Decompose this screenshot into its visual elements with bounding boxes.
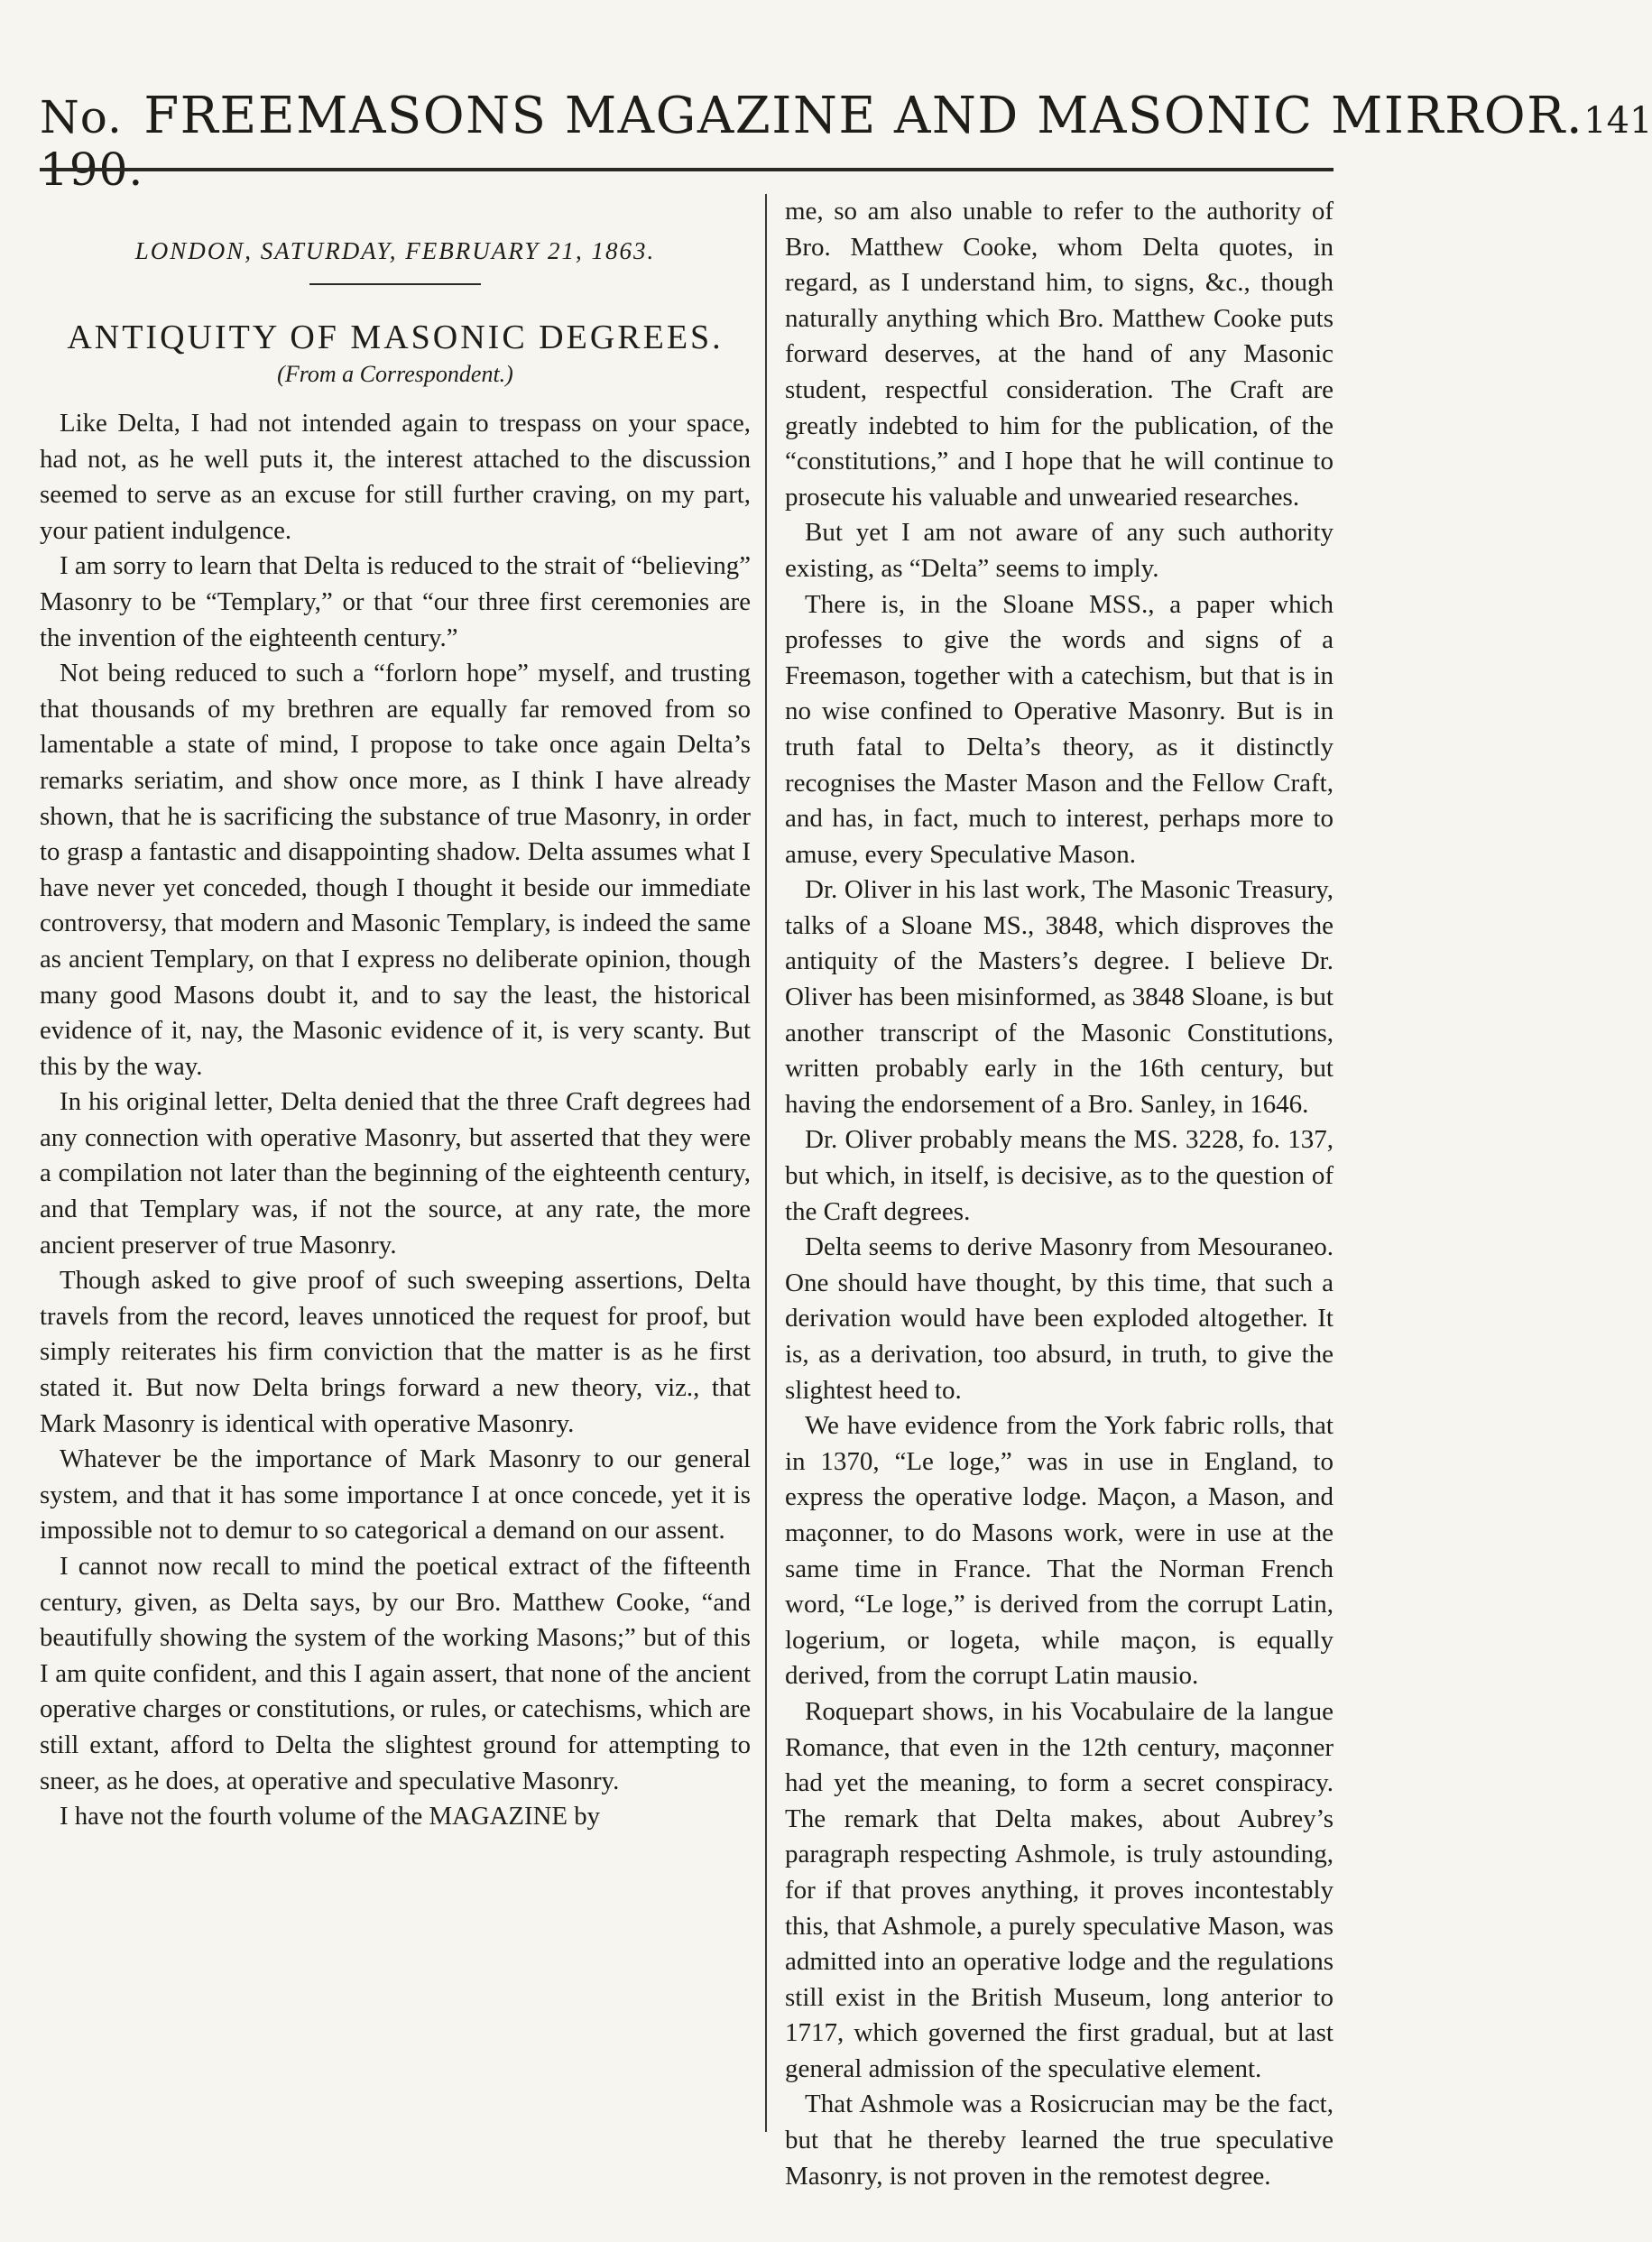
paragraph: Roquepart shows, in his Vocabulaire de la langue Romance, that even in the 12th century, maçonner had yet the meaning, to form a secret conspiracy. The remark that Delta makes, about Aubrey’s paragraph respecting Ashmole, is truly astounding, for if that proves anything, it proves incontestably this, that Ashmole, a purely speculative Mason, was admitted into an operative lodge and the regulations still exist in the British Museum, long anterior to 1717, which governed the first gradual, but at last general admission of the speculative element.	[785, 1696, 1334, 2083]
paragraph: I cannot now recall to mind the poetical extract of the fifteenth century, given, as Delta says, by our Bro. Matthew Cooke, “and beautifully showing the system of the working Masons;” but of this I am quite confident, and this I again assert, that none of the ancient operative charges or constitutions, or rules, or catechisms, which are still extant, afford to Delta the slightest ground for attempting to sneer, as he does, at operative and speculative Masonry.	[40, 1552, 751, 1795]
article-title: ANTIQUITY OF MASONIC DEGREES.	[67, 318, 724, 356]
paragraph: Dr. Oliver probably means the MS. 3228, fo. 137, but which, in itself, is decisive, as to the question of the Craft degrees.	[785, 1125, 1334, 1226]
dateline: LONDON, SATURDAY, FEBRUARY 21, 1863.	[134, 237, 656, 264]
header-rule	[40, 168, 1334, 171]
paragraph: We have evidence from the York fabric rolls, that in 1370, “Le loge,” was in use in England, to express the operative lodge. Maçon, a Mason, and maçonner, to do Masons work, were in use at the same time in France. That the Norman French word, “Le loge,” is derived from the corrupt Latin, logerium, or logeta, while maçon, is equally derived, from the corrupt Latin mausio.	[785, 1411, 1334, 1691]
dateline-rule	[309, 283, 481, 285]
left-column	[40, 194, 751, 2134]
page-number: 141	[1583, 100, 1652, 142]
paragraph: Though asked to give proof of such sweeping assertions, Delta travels from the record, leaves unnoticed the request for proof, but simply reiterates his firm conviction that the matter is as he first stated it. But now Delta brings forward a new theory, viz., that Mark Masonry is identical with operative Masonry.	[40, 1266, 751, 1438]
paragraph: Not being reduced to such a “forlorn hope” myself, and trusting that thousands of my brethren are equally far removed from so lamentable a state of mind, I propose to take once again Delta’s remarks seriatim, and show once more, as I think I have already shown, that he is sacrificing the substance of true Masonry, in order to grasp a fantastic and disappointing shadow. Delta assumes what I have never yet conceded, though I thought it beside our immediate controversy, that modern and Masonic Templary, is indeed the same as ancient Templary, on that I express no deliberate opinion, though many good Masons doubt it, and to say the least, the historical evidence of it, nay, the Masonic evidence of it, is very scanty. But this by the way.	[40, 659, 751, 1081]
paragraph: That Ashmole was a Rosicrucian may be the fact, but that he thereby learned the true speculative Masonry, is not proven in the remotest degree.	[785, 2090, 1334, 2191]
paragraph: In his original letter, Delta denied that the three Craft degrees had any connection with operative Masonry, but asserted that they were a compilation not later than the beginning of the eighteenth century, and that Templary was, if not the source, at any rate, the more ancient preserver of true Masonry.	[40, 1087, 751, 1259]
paragraph: Like Delta, I had not intended again to trespass on your space, had not, as he well puts it, the interest attached to the discussion seemed to serve as an excuse for still further craving, on my part, your patient indulgence.	[40, 409, 751, 545]
paragraph: But yet I am not aware of any such authority existing, as “Delta” seems to imply.	[785, 518, 1334, 583]
article-byline: (From a Correspondent.)	[277, 361, 513, 387]
column-divider	[765, 194, 767, 2132]
paragraph: Dr. Oliver in his last work, The Masonic Treasury, talks of a Sloane MS., 3848, which disproves the antiquity of the Masters’s degree. I believe Dr. Oliver has been misinformed, as 3848 Sloane, is but another transcript of the Masonic Constitutions, written probably early in the 16th century, but having the endorsement of a Bro. Sanley, in 1646.	[785, 875, 1334, 1119]
paragraph: Whatever be the importance of Mark Masonry to our general system, and that it has some importance I at once concede, yet it is impossible not to demur to so categorical a demand on our assent.	[40, 1444, 751, 1545]
paragraph: There is, in the Sloane MSS., a paper which professes to give the words and signs of a Freemason, together with a catechism, but that is in no wise confined to Operative Masonry. But is in truth fatal to Delta’s theory, as it distinctly recognises the Master Mason and the Fellow Craft, and has, in fact, much to interest, perhaps more to amuse, every Speculative Mason.	[785, 589, 1334, 869]
magazine-title: FREEMASONS MAGAZINE AND MASONIC MIRROR.	[143, 87, 1584, 145]
right-column	[785, 194, 1334, 2191]
issue-number: No. 190.	[40, 91, 144, 196]
paragraph: I have not the fourth volume of the MAGAZINE by	[60, 1802, 600, 1831]
paragraph: I am sorry to learn that Delta is reduced to the strait of “believing” Masonry to be “Templary,” or that “our three first ceremonies are the invention of the eighteenth century.”	[40, 551, 751, 652]
masthead	[40, 87, 1652, 196]
paragraph: me, so am also unable to refer to the authority of Bro. Matthew Cooke, whom Delta quotes, in regard, as I understand him, to signs, &c., though naturally anything which Bro. Matthew Cooke puts forward deserves, at the hand of any Masonic student, respectful consideration. The Craft are greatly indebted to him for the publication, of the “constitutions,” and I hope that he will continue to prosecute his valuable and unwearied researches.	[785, 197, 1334, 512]
paragraph: Delta seems to derive Masonry from Mesouraneo. One should have thought, by this time, that such a derivation would have been exploded altogether. It is, as a derivation, too absurd, in truth, to give the slightest heed to.	[785, 1232, 1334, 1405]
